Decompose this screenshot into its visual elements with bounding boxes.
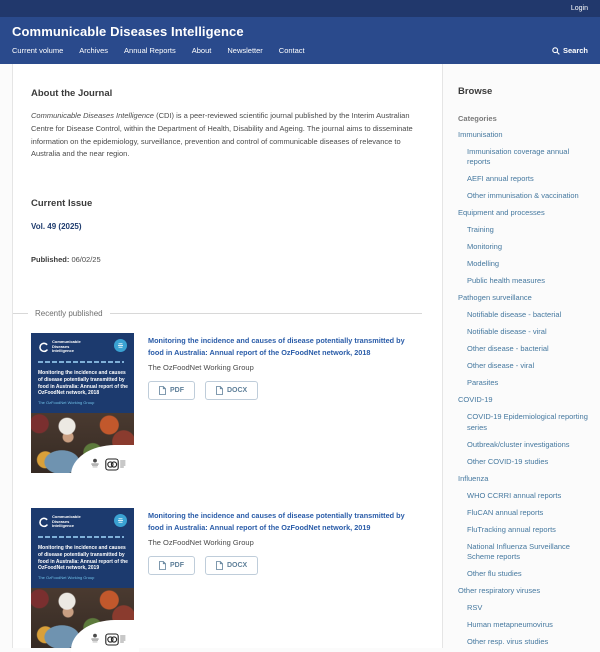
masthead (0, 17, 600, 41)
docx-button[interactable]: DOCX (205, 381, 258, 400)
pdf-button[interactable]: PDF (148, 381, 195, 400)
sidebar-category-link[interactable]: National Influenza Surveillance Scheme reports (467, 541, 570, 561)
categories-label: Categories (458, 114, 497, 123)
top-bar (0, 0, 600, 17)
sidebar-category-link[interactable]: AEFI annual reports (467, 174, 534, 183)
article-author: The OzFoodNet Working Group (148, 363, 254, 372)
about-section (31, 88, 422, 161)
sidebar-category-link[interactable]: COVID-19 (458, 395, 493, 404)
sidebar-category-link[interactable]: Other respiratory viruses (458, 586, 541, 595)
sidebar-category-link[interactable]: Training (467, 225, 494, 234)
document-icon (216, 386, 223, 395)
cover-subtitle: The OzFoodNet Working Group (38, 400, 95, 406)
cdi-swirl-icon (38, 517, 49, 528)
document-icon (216, 561, 223, 570)
document-icon (159, 386, 166, 395)
divider-line-right (110, 313, 422, 314)
about-paragraph: Communicable Diseases Intelligence (CDI) is a peer-reviewed scientific journal published by the Interim Australian Centre for Disease Control, within the Department of Health, Disability and Ageing. The journal aims to disseminate information on the epidemiology, surveillance, prevention and control of communicable diseases of relevance to Australia and the near region. (31, 111, 413, 159)
browse-heading: Browse (458, 86, 493, 97)
sidebar-category-link[interactable]: Public health measures (467, 276, 545, 285)
left-gutter (0, 64, 12, 648)
sidebar-category-link[interactable]: FluTracking annual reports (467, 524, 556, 534)
sidebar-category-link[interactable]: Pathogen surveillance (458, 293, 532, 302)
partner-logo-icon (105, 458, 127, 471)
cover-logo-text: Communicable Diseases Intelligence (52, 339, 81, 354)
sidebar-category-link[interactable]: Parasites (467, 378, 499, 387)
sidebar-category-link[interactable]: Other immunisation & vaccination (467, 191, 579, 200)
sidebar-category-link[interactable]: Notifiable disease - bacterial (467, 310, 562, 319)
nav-item-newsletter[interactable]: Newsletter (227, 46, 263, 55)
current-issue-section (31, 198, 422, 264)
browse-sidebar (443, 64, 600, 648)
cover-title: Monitoring the incidence and causes of disease potentially transmitted by food in Australia: Annual report of the OzFoodNet network, 2019 (38, 544, 128, 572)
login-link[interactable]: Login (570, 5, 588, 12)
cdi-swirl-icon (38, 342, 49, 353)
sidebar-category-list (458, 130, 590, 648)
docx-button[interactable]: DOCX (205, 556, 258, 575)
article-actions (148, 381, 422, 400)
nav-item-annual-reports[interactable]: Annual Reports (124, 46, 176, 55)
partner-logo-icon (105, 633, 127, 646)
nav-item-contact[interactable]: Contact (278, 46, 305, 55)
published-line (31, 255, 422, 264)
sidebar-category-link[interactable]: Other resp. virus studies (467, 637, 549, 646)
sidebar-category-link[interactable]: FluCAN annual reports (467, 507, 544, 517)
article-item (31, 508, 422, 648)
journal-name-italic: Communicable Diseases Intelligence (31, 111, 154, 120)
nav-item-archives[interactable]: Archives (79, 46, 109, 55)
search-button[interactable] (552, 46, 588, 55)
site-header (0, 0, 600, 64)
pdf-button[interactable]: PDF (148, 556, 195, 575)
article-cover-thumbnail[interactable] (31, 333, 134, 473)
cover-citation-line (38, 361, 124, 363)
article-item (31, 333, 422, 473)
article-list (31, 333, 422, 648)
cover-logo-text: Communicable Diseases Intelligence (52, 514, 81, 529)
sidebar-category-link[interactable]: Modelling (467, 259, 500, 268)
about-heading: About the Journal (31, 88, 113, 99)
sidebar-category-link[interactable]: Other flu studies (467, 569, 522, 578)
article-title-link[interactable]: Monitoring the incidence and causes of disease potentially transmitted by food in Australia: Annual report of the OzFoodNet network, 2019 (148, 511, 405, 532)
sidebar-category-link[interactable]: Outbreak/cluster investigations (467, 439, 570, 449)
divider-line-left (13, 313, 28, 314)
sidebar-category-link[interactable]: Other disease - bacterial (467, 344, 549, 353)
article-details (148, 508, 422, 648)
sidebar-category-link[interactable]: Other disease - viral (467, 361, 535, 370)
published-date: 06/02/25 (71, 255, 101, 265)
sidebar-category-link[interactable]: COVID-19 Epidemiological reporting series (467, 412, 588, 432)
article-cover-thumbnail[interactable] (31, 508, 134, 648)
article-title-link[interactable]: Monitoring the incidence and causes of disease potentially transmitted by food in Australia: Annual report of the OzFoodNet network, 2018 (148, 336, 405, 357)
site-title[interactable]: Communicable Diseases Intelligence (12, 24, 244, 39)
main-nav (0, 41, 600, 64)
current-volume-link[interactable]: Vol. 49 (2025) (31, 222, 82, 232)
sidebar-category-link[interactable]: Immunisation coverage annual reports (467, 146, 570, 166)
nav-item-about[interactable]: About (191, 46, 212, 55)
sidebar-category-link[interactable]: Immunisation (458, 129, 503, 139)
search-label: Search (562, 46, 588, 55)
cover-citation-line (38, 536, 124, 538)
article-actions (148, 556, 422, 575)
main-content (12, 64, 443, 648)
cover-subtitle: The OzFoodNet Working Group (38, 575, 95, 581)
page-body (0, 64, 600, 648)
recently-published-label: Recently published (35, 309, 103, 319)
published-label: Published: (31, 255, 70, 265)
australian-government-crest-icon (90, 633, 100, 646)
search-icon (552, 47, 560, 55)
recently-published-divider (13, 309, 422, 318)
sidebar-category-link[interactable]: Influenza (458, 473, 489, 483)
sidebar-category-link[interactable]: WHO CCRRI annual reports (467, 490, 562, 500)
article-author: The OzFoodNet Working Group (148, 538, 254, 547)
sidebar-category-link[interactable]: Other COVID-19 studies (467, 456, 549, 466)
sidebar-category-link[interactable]: Notifiable disease - viral (467, 327, 547, 336)
article-details (148, 333, 422, 473)
sidebar-category-link[interactable]: Equipment and processes (458, 208, 545, 217)
cover-title: Monitoring the incidence and causes of disease potentially transmitted by food in Australia: Annual report of the OzFoodNet network, 2018 (38, 369, 128, 397)
australian-government-crest-icon (90, 458, 100, 471)
nav-item-current-volume[interactable]: Current volume (12, 46, 64, 55)
sidebar-category-link[interactable]: Human metapneumovirus (467, 620, 553, 629)
sidebar-category-link[interactable]: RSV (467, 603, 483, 612)
document-icon (159, 561, 166, 570)
sidebar-category-link[interactable]: Monitoring (467, 242, 503, 251)
current-issue-heading: Current Issue (31, 198, 93, 210)
